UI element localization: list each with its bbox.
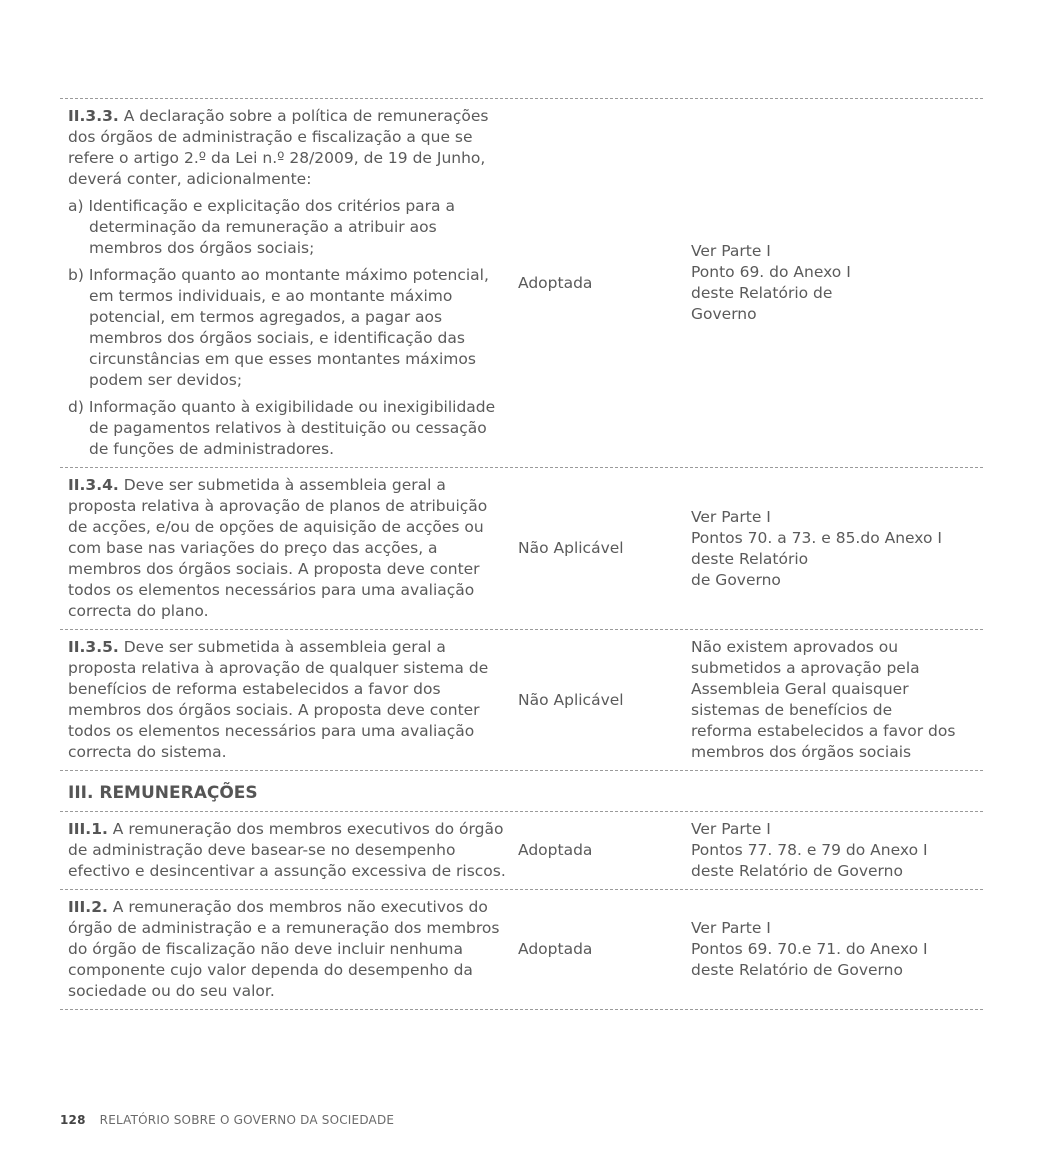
reference-line: Pontos 77. 78. e 79 do Anexo I — [691, 841, 928, 859]
reference-line: de Governo — [691, 570, 781, 589]
recommendation-text — [68, 819, 508, 882]
reference-line: Ver Parte I — [691, 242, 771, 260]
recommendation-text — [68, 475, 508, 622]
reference-line: Não existem aprovados ou — [691, 638, 899, 656]
recommendation-text — [68, 106, 508, 190]
reference-line: reforma estabelecidos a favor dos — [691, 722, 956, 740]
table-row — [60, 630, 983, 771]
recommendation-body: Deve ser submetida à assembleia geral a proposta relativa à aprovação de planos de atribuição de acções, e/ou de opções de aquisição de acções ou com base nas variações do preço das acções, a membros dos órgãos sociais. A proposta deve conter todos os elementos necessários para uma avaliação correcta do plano. — [68, 476, 488, 620]
recommendation-code: III.1. — [68, 820, 108, 838]
reference-line: Governo — [691, 305, 757, 323]
status-cell: Adoptada — [518, 940, 593, 958]
recommendation-list — [68, 196, 508, 460]
reference-cell — [691, 507, 983, 591]
reference-line: Assembleia Geral quaisquer — [691, 680, 909, 698]
recommendation-code: II.3.5. — [68, 638, 119, 656]
reference-line: Pontos 70. a 73. e 85.do Anexo I — [691, 528, 942, 547]
reference-line: submetidos a aprovação pela — [691, 659, 920, 677]
recommendation-code: III.2. — [68, 898, 108, 916]
recommendation-body: A declaração sobre a política de remunerações dos órgãos de administração e fiscalização a que se refere o artigo 2.º da Lei n.º 28/2009, de 19 de Junho, deverá conter, adicionalmente: — [68, 107, 489, 188]
reference-line: deste Relatório de Governo — [691, 862, 903, 880]
reference-line: deste Relatório — [691, 549, 809, 568]
table-row — [60, 468, 983, 630]
reference-line: Pontos 69. 70.e 71. do Anexo I — [691, 940, 928, 958]
recommendation-cell — [60, 819, 508, 882]
reference-line: Ponto 69. do Anexo I — [691, 263, 851, 281]
recommendation-body: A remuneração dos membros não executivos do órgão de administração e a remuneração dos membros do órgão de fiscalização não deve incluir nenhuma componente cujo valor dependa do desempenho da sociedade ou do seu valor. — [68, 898, 500, 1000]
list-item: d) Informação quanto à exigibilidade ou inexigibilidade de pagamentos relativos à destituição ou cessação de funções de administradores. — [68, 398, 496, 458]
status-cell: Adoptada — [518, 273, 593, 292]
reference-line: Ver Parte I — [691, 820, 771, 838]
status-cell: Não Aplicável — [518, 690, 624, 709]
reference-line: Ver Parte I — [691, 507, 771, 526]
recommendation-body: Deve ser submetida à assembleia geral a proposta relativa à aprovação de qualquer sistema de benefícios de reforma estabelecidos a favor dos membros dos órgãos sociais. A proposta deve conter todos os elementos necessários para uma avaliação correcta do sistema. — [68, 638, 489, 761]
list-item: b) Informação quanto ao montante máximo potencial, em termos individuais, e ao montante máximo potencial, em termos agregados, a pagar aos membros dos órgãos sociais, e identificação das circunstâncias em que esses montantes máximos podem ser devidos; — [68, 266, 489, 389]
reference-cell — [691, 819, 983, 882]
reference-cell — [691, 918, 983, 981]
status-cell: Não Aplicável — [518, 539, 624, 557]
status-cell: Adoptada — [518, 841, 593, 859]
recommendation-cell — [60, 637, 508, 763]
page-number: 128 — [60, 1113, 86, 1127]
recommendation-body: A remuneração dos membros executivos do órgão de administração deve basear-se no desempenho efectivo e desincentivar a assunção excessiva de riscos. — [68, 820, 506, 880]
recommendation-cell — [60, 475, 508, 622]
table-row — [60, 812, 983, 890]
recommendation-text — [68, 637, 508, 763]
reference-line: sistemas de benefícios de — [691, 701, 893, 719]
recommendation-text — [68, 897, 508, 1002]
reference-line: Ver Parte I — [691, 919, 771, 937]
table-row — [60, 99, 983, 468]
reference-line: deste Relatório de — [691, 284, 833, 302]
recommendation-code: II.3.4. — [68, 476, 119, 494]
recommendation-code: II.3.3. — [68, 107, 119, 125]
document-title: RELATÓRIO SOBRE O GOVERNO DA SOCIEDADE — [99, 1113, 395, 1127]
list-item: a) Identificação e explicitação dos critérios para a determinação da remuneração a atribuir aos membros dos órgãos sociais; — [68, 197, 455, 257]
section-heading: III. REMUNERAÇÕES — [60, 771, 983, 812]
reference-line: deste Relatório de Governo — [691, 961, 903, 979]
recommendation-cell — [60, 106, 508, 460]
governance-table — [60, 98, 983, 1010]
recommendation-cell — [60, 897, 508, 1002]
table-row — [60, 890, 983, 1010]
reference-cell — [691, 241, 983, 325]
reference-line: membros dos órgãos sociais — [691, 743, 912, 761]
reference-cell — [691, 637, 983, 763]
page-footer — [60, 1113, 394, 1127]
